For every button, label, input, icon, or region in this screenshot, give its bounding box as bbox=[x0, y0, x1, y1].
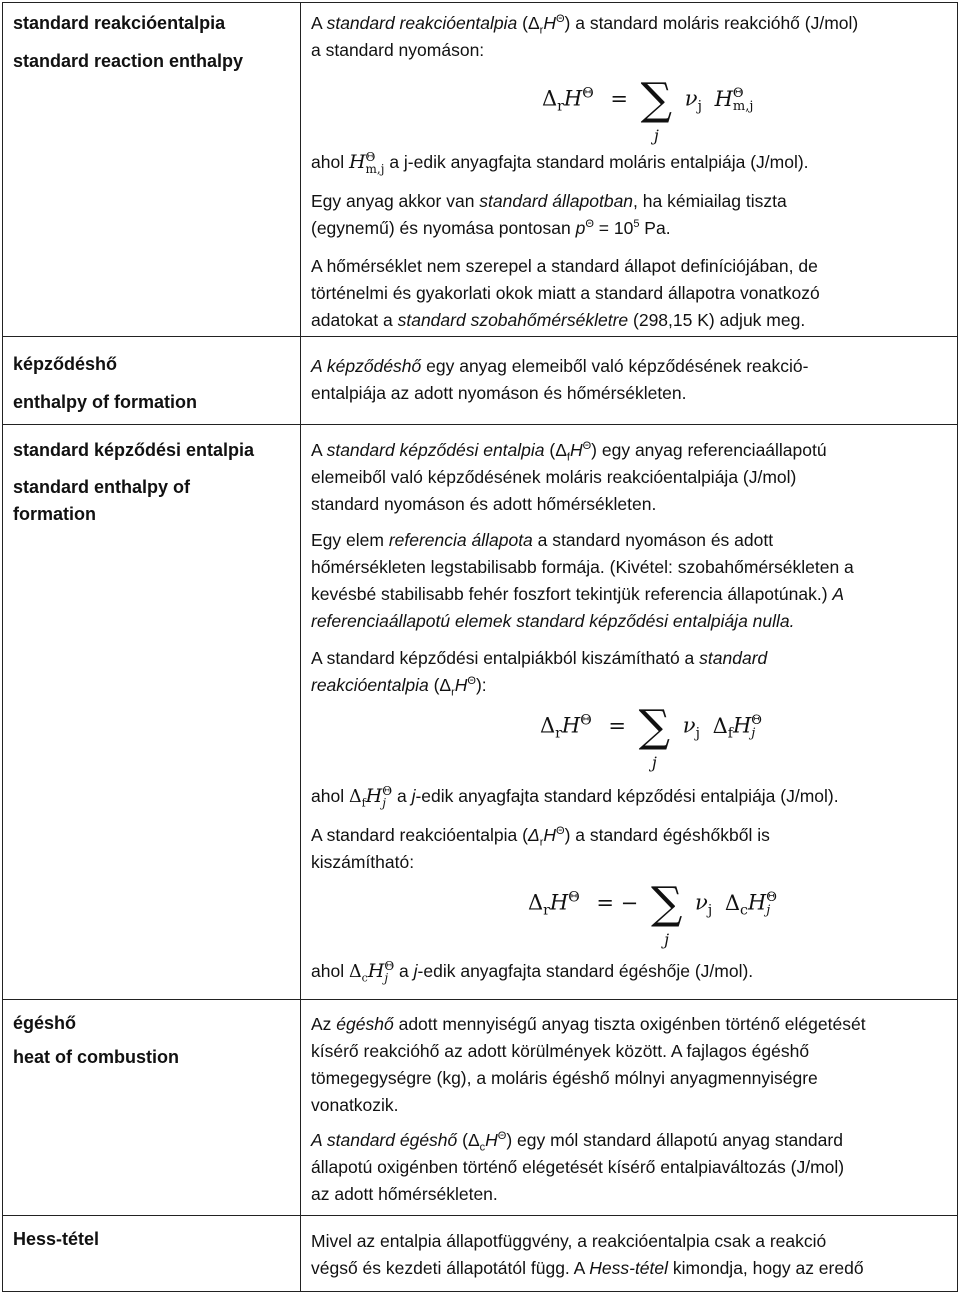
definition-line: végső és kezdeti állapotától függ. A Hess-tétel kimondja, hogy az eredő bbox=[311, 1258, 864, 1278]
definition-line: vonatkozik. bbox=[311, 1095, 399, 1115]
definition-line: entalpiája az adott nyomáson és hőmérsékleten. bbox=[311, 383, 687, 403]
definition-line: ahol $\Delta_cH$ Θ j a j-edik anyagfajta standard égéshője (J/mol). bbox=[311, 959, 754, 986]
definition-line: történelmi és gyakorlati okok miatt a standard állapotra vonatkozó bbox=[311, 283, 820, 303]
definition-line: Mivel az entalpia állapotfüggvény, a reakcióentalpia csak a reakció bbox=[311, 1231, 827, 1251]
term-reaction-enthalpy-hu: standard reakcióentalpia bbox=[13, 13, 226, 33]
term-hess-hu: Hess-tétel bbox=[13, 1229, 100, 1249]
definition-line: A standard reakcióentalpia $(\Delta_rH^\Theta)$ a standard égéshőkből is bbox=[311, 825, 770, 849]
definition-line: A standard reakcióentalpia $(\Delta_rH^\Theta)$ a standard moláris reakcióhő (J/mol) bbox=[311, 13, 859, 37]
definition-line: kísérő reakcióhő az adott körülmények között. A fajlagos égéshő bbox=[311, 1041, 810, 1061]
definition-line: hőmérsékleten legstabilisabb formája. (Kivétel: szobahőmérsékleten a bbox=[311, 557, 854, 577]
term-std-formation-en-1: standard enthalpy of bbox=[13, 477, 191, 497]
row-divider bbox=[3, 999, 957, 1000]
formula-formation: $\Delta_rH^\Theta$ = ∑ j $\nu_j$ $\Delta_fH$ Θ j bbox=[540, 701, 762, 772]
definition-line: Egy elem referencia állapota a standard nyomáson és adott bbox=[311, 530, 774, 550]
definition-line: állapotú oxigénben történő elégetését kísérő entalpiaváltozás (J/mol) bbox=[311, 1157, 845, 1177]
formula-combustion: $\Delta_rH^\Theta$ = − ∑ j $\nu_j$ $\Delta_cH$ Θ j bbox=[528, 878, 777, 949]
term-formation-hu: képződéshő bbox=[13, 354, 118, 374]
term-reaction-enthalpy-en: standard reaction enthalpy bbox=[13, 51, 244, 71]
definition-line: reakcióentalpia $(\Delta_rH^\Theta)$: bbox=[311, 675, 487, 699]
definition-line: A hőmérséklet nem szerepel a standard állapot definíciójában, de bbox=[311, 256, 818, 276]
term-combustion-en: heat of combustion bbox=[13, 1047, 179, 1067]
definition-line: referenciaállapotú elemek standard képződési entalpiája nulla. bbox=[311, 611, 795, 631]
definition-line: Az égéshő adott mennyiségű anyag tiszta oxigénben történő elégetését bbox=[311, 1014, 866, 1034]
term-std-formation-hu: standard képződési entalpia bbox=[13, 440, 255, 460]
definition-line: kiszámítható: bbox=[311, 852, 415, 872]
row-divider bbox=[3, 1215, 957, 1216]
term-std-formation-en-2: formation bbox=[13, 504, 96, 524]
definition-line: (egynemű) és nyomása pontosan $p^\Theta = 10^5$ Pa. bbox=[311, 218, 671, 238]
row-divider bbox=[3, 424, 957, 425]
definition-line: kevésbé stabilisabb fehér foszfort tekintjük referencia állapotúnak.) A bbox=[311, 584, 845, 604]
formula-reaction-enthalpy: $\Delta_rH^\Theta$ = ∑ j $\nu_j$ H Θ m,j bbox=[542, 74, 754, 145]
term-formation-en: enthalpy of formation bbox=[13, 392, 197, 412]
definition-line: ahol H Θ m,j a j-edik anyagfajta standard moláris entalpiája (J/mol). bbox=[311, 150, 809, 177]
row-divider bbox=[3, 336, 957, 337]
definition-line: a standard nyomáson: bbox=[311, 40, 485, 60]
definition-line: az adott hőmérsékleten. bbox=[311, 1184, 498, 1204]
term-combustion-hu: égéshő bbox=[13, 1013, 77, 1033]
definition-line: Egy anyag akkor van standard állapotban, ha kémiailag tiszta bbox=[311, 191, 787, 211]
definition-line: standard nyomáson és adott hőmérsékleten. bbox=[311, 494, 657, 514]
definition-line: elemeiből való képződésének moláris reakcióentalpiája (J/mol) bbox=[311, 467, 797, 487]
definition-line: A standard képződési entalpiákból kiszámítható a standard bbox=[311, 648, 768, 668]
definition-line: A képződéshő egy anyag elemeiből való képződésének reakció- bbox=[311, 356, 809, 376]
definition-line: A standard képződési entalpia $(\Delta_fH^\Theta)$ egy anyag referenciaállapotú bbox=[311, 440, 827, 464]
definition-line: adatokat a standard szobahőmérsékletre (298,15 K) adjuk meg. bbox=[311, 310, 806, 330]
definition-line: A standard égéshő $(\Delta_cH^\Theta)$ egy mól standard állapotú anyag standard bbox=[311, 1130, 843, 1154]
definition-line: tömegegységre (kg), a moláris égéshő mólnyi anyagmennyiségre bbox=[311, 1068, 818, 1088]
definition-line: ahol $\Delta_fH$ Θ j a j-edik anyagfajta standard képződési entalpiája (J/mol). bbox=[311, 784, 839, 811]
column-divider bbox=[300, 3, 301, 1291]
